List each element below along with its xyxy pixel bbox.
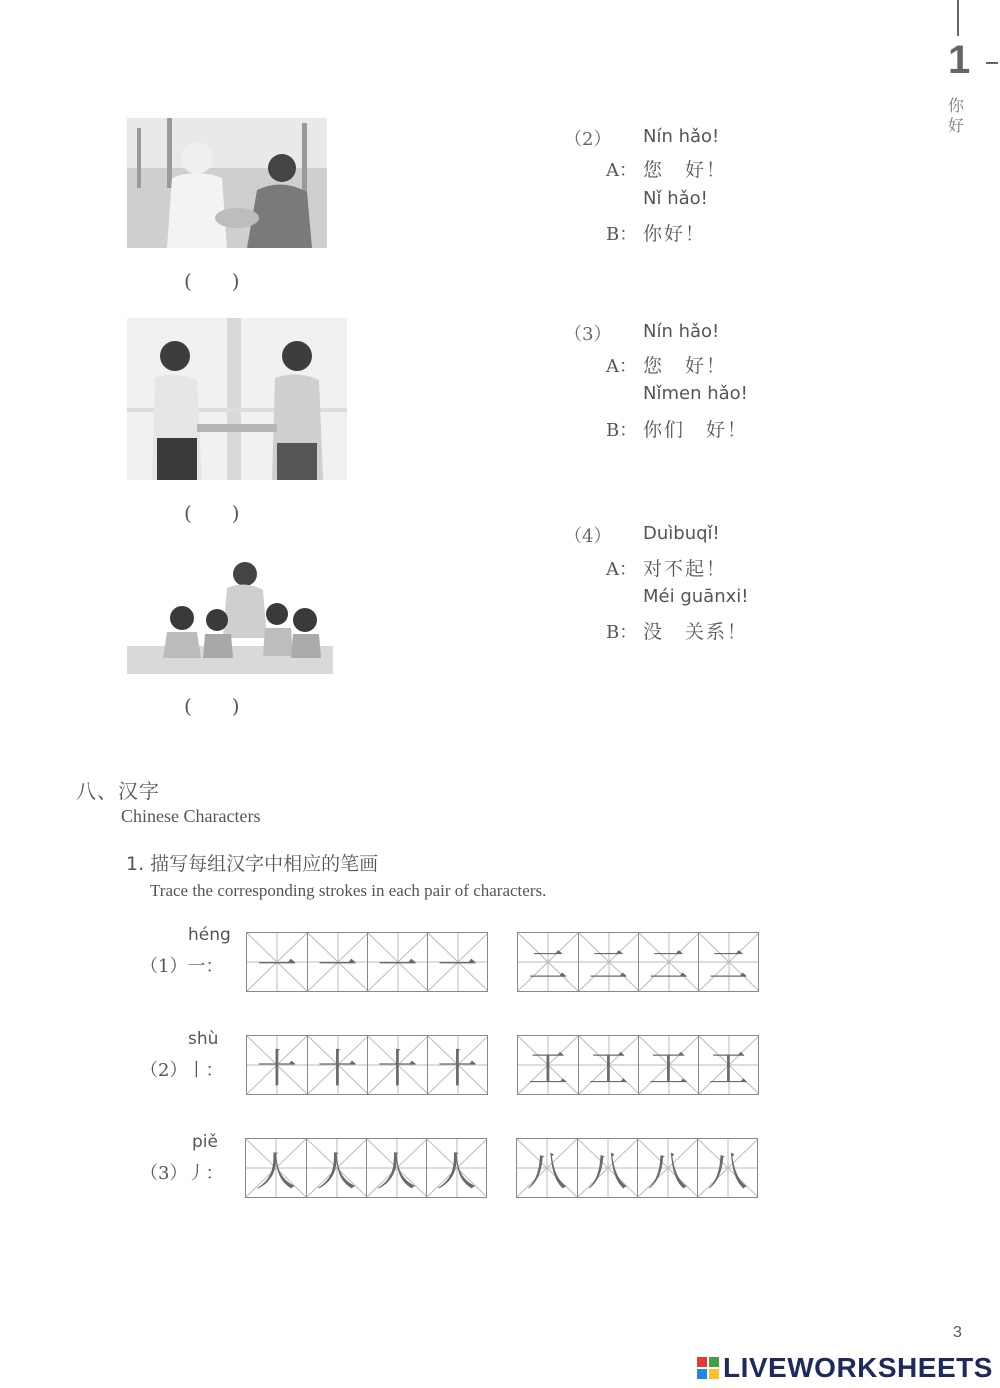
dialogue-4-a-label: A： — [606, 559, 637, 580]
dialogue-4-b-label: B： — [606, 622, 638, 643]
trace-character: 一 — [377, 942, 418, 989]
trace-grid-2a — [246, 1035, 488, 1095]
dialogue-3-b-label: B： — [606, 420, 638, 441]
trace-cell[interactable] — [638, 1036, 698, 1094]
trace-cell[interactable] — [698, 933, 758, 991]
stroke-1-pinyin: héng — [188, 925, 231, 945]
trace-cell[interactable] — [518, 1036, 578, 1094]
brand-name: LIVEWORKSHEETS — [723, 1352, 993, 1383]
dialogue-4-a-text: 对不起！ — [643, 558, 728, 580]
trace-character: 工 — [648, 1045, 689, 1092]
trace-cell[interactable] — [578, 933, 638, 991]
trace-cell[interactable] — [366, 1139, 426, 1197]
photo-teacher-children — [127, 558, 333, 674]
answer-blank-3[interactable]: ( ) — [184, 694, 240, 718]
trace-cell[interactable] — [578, 1036, 638, 1094]
liveworksheets-logo-icon — [697, 1357, 719, 1379]
chapter-tab-line — [957, 0, 959, 36]
dialogue-2-b-label: B： — [606, 224, 638, 245]
trace-grid-1a — [246, 932, 488, 992]
stroke-2-pinyin: shù — [188, 1029, 219, 1049]
trace-cell[interactable] — [698, 1036, 758, 1094]
trace-character: 八 — [647, 1148, 688, 1195]
section-title: 八、汉字 — [76, 779, 160, 803]
trace-character: 十 — [257, 1045, 297, 1092]
trace-character: 八 — [587, 1148, 628, 1195]
answer-blank-1[interactable]: ( ) — [184, 269, 240, 293]
trace-character: 工 — [588, 1045, 629, 1092]
photo-teacher-children-illustration — [127, 558, 333, 674]
exercise-subtitle: Trace the corresponding strokes in each pair of characters. — [150, 881, 547, 900]
trace-character: 八 — [527, 1148, 567, 1195]
trace-character: 一 — [317, 942, 358, 989]
stroke-3-label: （3）丿： — [140, 1163, 224, 1184]
dialogue-4-prompt: Duìbuqǐ! — [643, 523, 720, 544]
dialogue-4-number: （4） — [564, 526, 612, 547]
trace-cell[interactable] — [427, 933, 487, 991]
trace-character: 一 — [257, 942, 297, 989]
trace-character: 二 — [528, 942, 568, 989]
dialogue-2-number: （2） — [564, 129, 612, 150]
trace-character: 八 — [707, 1148, 748, 1195]
dialogue-2-reply-pinyin: Nǐ hǎo! — [643, 188, 708, 209]
dialogue-2-b-text: 你好！ — [643, 223, 707, 245]
dialogue-4-b-text: 没 关系！ — [643, 621, 749, 643]
trace-character: 人 — [436, 1148, 477, 1195]
trace-character: 人 — [376, 1148, 417, 1195]
trace-cell[interactable] — [426, 1139, 486, 1197]
dialogue-2-prompt: Nín hǎo! — [643, 126, 720, 147]
trace-cell[interactable] — [367, 933, 427, 991]
trace-cell[interactable] — [697, 1139, 757, 1197]
photo-elderly-man-illustration — [127, 118, 327, 248]
dialogue-3-b-text: 你们 好！ — [643, 419, 749, 441]
chapter-tab-dash — [986, 62, 998, 64]
stroke-2-label: （2）丨： — [140, 1060, 224, 1081]
photo-elderly-man — [127, 118, 327, 248]
trace-grid-2b — [517, 1035, 759, 1095]
dialogue-3-number: （3） — [564, 324, 612, 345]
trace-character: 人 — [256, 1148, 296, 1195]
trace-cell[interactable] — [517, 1139, 577, 1197]
trace-grid-1b — [517, 932, 759, 992]
trace-cell[interactable] — [307, 1036, 367, 1094]
brand-footer[interactable] — [697, 1352, 993, 1384]
trace-cell[interactable] — [427, 1036, 487, 1094]
trace-grid-3b — [516, 1138, 758, 1198]
section-subtitle: Chinese Characters — [121, 806, 261, 826]
trace-cell[interactable] — [246, 1139, 306, 1197]
dialogue-3-prompt: Nín hǎo! — [643, 321, 720, 342]
dialogue-3-a-text: 您 好！ — [643, 355, 728, 377]
chapter-title: 你好 — [948, 96, 965, 135]
trace-cell[interactable] — [247, 1036, 307, 1094]
trace-character: 二 — [708, 942, 749, 989]
trace-cell[interactable] — [637, 1139, 697, 1197]
trace-character: 十 — [317, 1045, 358, 1092]
page-number: 3 — [953, 1324, 962, 1341]
photo-handshake-illustration — [127, 318, 347, 480]
dialogue-2-a-text: 您 好！ — [643, 159, 728, 181]
chapter-number: 1 — [948, 38, 971, 82]
trace-cell[interactable] — [518, 933, 578, 991]
trace-character: 二 — [588, 942, 629, 989]
trace-character: 人 — [316, 1148, 357, 1195]
trace-character: 工 — [528, 1045, 568, 1092]
trace-character: 二 — [648, 942, 689, 989]
dialogue-2-a-label: A： — [606, 160, 637, 181]
dialogue-3-reply-pinyin: Nǐmen hǎo! — [643, 383, 748, 404]
dialogue-4-reply-pinyin: Méi guānxi! — [643, 586, 749, 607]
trace-character: 一 — [437, 942, 478, 989]
trace-character: 十 — [437, 1045, 478, 1092]
trace-grid-3a — [245, 1138, 487, 1198]
trace-cell[interactable] — [367, 1036, 427, 1094]
trace-character: 十 — [377, 1045, 418, 1092]
stroke-3-pinyin: piě — [192, 1132, 218, 1152]
trace-cell[interactable] — [247, 933, 307, 991]
trace-cell[interactable] — [638, 933, 698, 991]
trace-cell[interactable] — [307, 933, 367, 991]
exercise-title: 1. 描写每组汉字中相应的笔画 — [126, 853, 379, 875]
stroke-1-label: （1）一： — [140, 956, 224, 977]
trace-character: 工 — [708, 1045, 749, 1092]
trace-cell[interactable] — [306, 1139, 366, 1197]
answer-blank-2[interactable]: ( ) — [184, 501, 240, 525]
photo-handshake — [127, 318, 347, 480]
dialogue-3-a-label: A： — [606, 356, 637, 377]
trace-cell[interactable] — [577, 1139, 637, 1197]
